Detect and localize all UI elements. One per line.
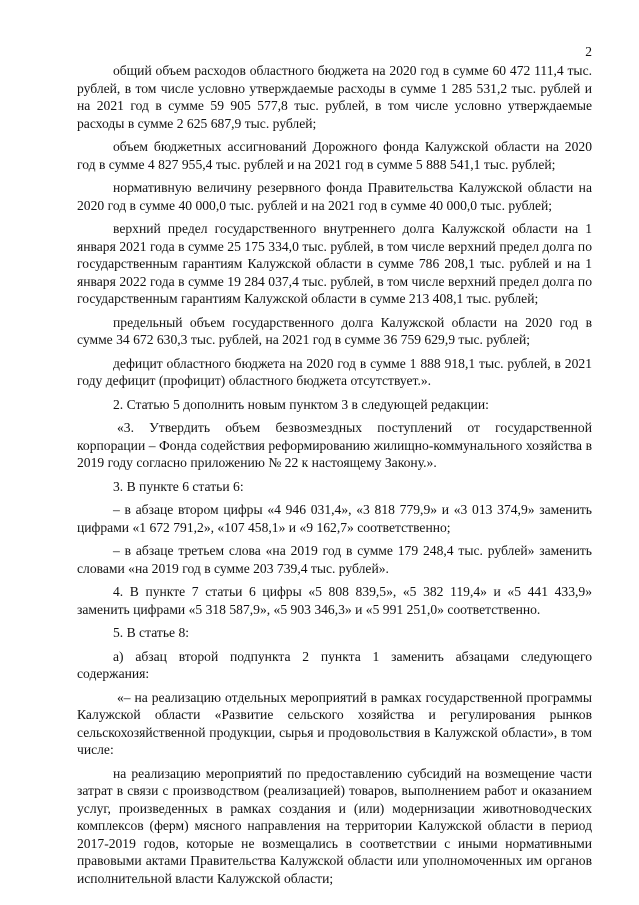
paragraph-debt-upper-limit: верхний предел государственного внутреннего долга Калужской области на 1 января 2021 года в сумме 25 175 334,0 тыс. рублей, в том числе верхний предел долга по государственным гарантиям Калужской области в сумме 786 208,1 тыс. рублей и на 1 января 2022 года в сумме 19 284 037,4 тыс. рублей, в том числе верхний предел долга по государственным гарантиям Калужской области в сумме 213 408,1 тыс. рублей; <box>77 221 592 306</box>
page-number: 2 <box>585 44 592 59</box>
paragraph-debt-maximum: предельный объем государственного долга Калужской области на 2020 год в сумме 34 672 630,3 тыс. рублей, на 2021 год в сумме 36 759 629,9 тыс. рублей; <box>77 314 592 347</box>
document-body <box>77 62 592 893</box>
paragraph-item-5: 5. В статье 8: <box>113 625 190 640</box>
paragraph-reserve-fund: нормативную величину резервного фонда Правительства Калужской области на 2020 год в сумме 40 000,0 тыс. рублей и на 2021 год в сумме 40 000,0 тыс. рублей; <box>77 180 592 213</box>
paragraph-subsidies: на реализацию мероприятий по предоставлению субсидий на возмещение части затрат в связи с производством (реализацией) товаров, выполнением работ и оказанием услуг, произведенных в рамках создания и (или) модернизации животноводческих комплексов (ферм) мясного направления на территории Калужской области в период 2017-2019 годов, которые не возмещались в соответствии с иными нормативными правовыми актами Правительства Калужской области или уполномоченных им органов исполнительной власти Калужской области; <box>77 765 592 886</box>
paragraph-item-4: 4. В пункте 7 статьи 6 цифры «5 808 839,5», «5 382 119,4» и «5 441 433,9» заменить цифрами «5 318 587,9», «5 903 346,3» и «5 991 251,0» соответственно. <box>77 584 592 617</box>
paragraph-road-fund: объем бюджетных ассигнований Дорожного фонда Калужской области на 2020 год в сумме 4 827 955,4 тыс. рублей и на 2021 год в сумме 5 888 541,1 тыс. рублей; <box>77 139 592 172</box>
paragraph-agriculture-program: «– на реализацию отдельных мероприятий в рамках государственной программы Калужской области «Развитие сельского хозяйства и регулирования рынков сельскохозяйственной продукции, сырья и продовольствия в Калужской области», в том числе: <box>77 689 592 757</box>
paragraph-item-2: 2. Статью 5 дополнить новым пунктом 3 в следующей редакции: <box>113 396 489 412</box>
paragraph-total-expenditures: общий объем расходов областного бюджета на 2020 год в сумме 60 472 111,4 тыс. рублей, в том числе условно утверждаемые расходы в сумме 1 285 531,2 тыс. рублей и на 2021 год в сумме 59 905 577,8 тыс. рублей, в том числе условно утверждаемые расходы в сумме 2 625 687,9 тыс. рублей; <box>77 63 592 131</box>
paragraph-item-3: 3. В пункте 6 статьи 6: <box>113 478 244 494</box>
paragraph-item-3-third: – в абзаце третьем слова «на 2019 год в сумме 179 248,4 тыс. рублей» заменить словами «на 2019 год в сумме 203 739,4 тыс. рублей». <box>77 543 592 576</box>
paragraph-budget-deficit: дефицит областного бюджета на 2020 год в сумме 1 888 918,1 тыс. рублей, в 2021 году дефицит (профицит) областного бюджета отсутствует.». <box>77 355 592 388</box>
paragraph-item-3-second: – в абзаце втором цифры «4 946 031,4», «3 818 779,9» и «3 013 374,9» заменить цифрами «1 672 791,2», «107 458,1» и «9 162,7» соответственно; <box>77 502 592 535</box>
paragraph-item-5-a: а) абзац второй подпункта 2 пункта 1 заменить абзацами следующего содержания: <box>77 648 592 681</box>
paragraph-item-2-quote: «3. Утвердить объем безвозмездных поступлений от государственной корпорации – Фонда содействия реформированию жилищно-коммунального хозяйства в 2019 году согласно приложению № 22 к настоящему Закону.». <box>77 420 592 470</box>
